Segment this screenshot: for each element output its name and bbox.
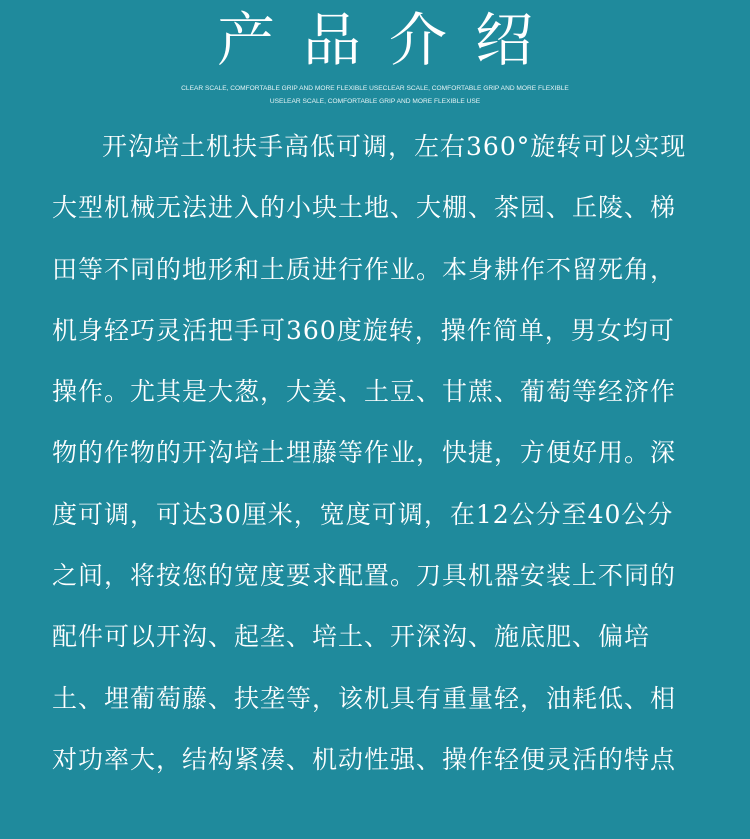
product-description: 开沟培土机扶手高低可调，左右360°旋转可以实现大型机械无法进入的小块土地、大棚、茶园、丘陵、梯田等不同的地形和土质进行作业。本身耕作不留死角，机身轻巧灵活把手可360度旋转，操作简单，男女均可操作。尤其是大葱，大姜、土豆、甘蔗、葡萄等经济作物的作物的开沟培土埋藤等作业，快捷，方便好用。深度可调，可达30厘米，宽度可调，在12公分至40公分之间，将按您的宽度要求配置。刀具机器安装上不同的配件可以开沟、起垄、培土、开深沟、施底肥、偏培土、埋葡萄藤、扶垄等，该机具有重量轻，油耗低、相对功率大，结构紧凑、机动性强、操作轻便灵活的特点 <box>52 132 687 774</box>
subtitle <box>150 82 600 108</box>
subtitle-line-2: USELEAR SCALE, COMFORTABLE GRIP AND MORE FLEXIBLE USE <box>269 98 481 105</box>
page-title: 产品介绍 <box>216 6 561 74</box>
subtitle-line-1: CLEAR SCALE, COMFORTABLE GRIP AND MORE FLEXIBLE USECLEAR SCALE, COMFORTABLE GRIP AND MORE FLEXIBLE <box>181 85 569 92</box>
